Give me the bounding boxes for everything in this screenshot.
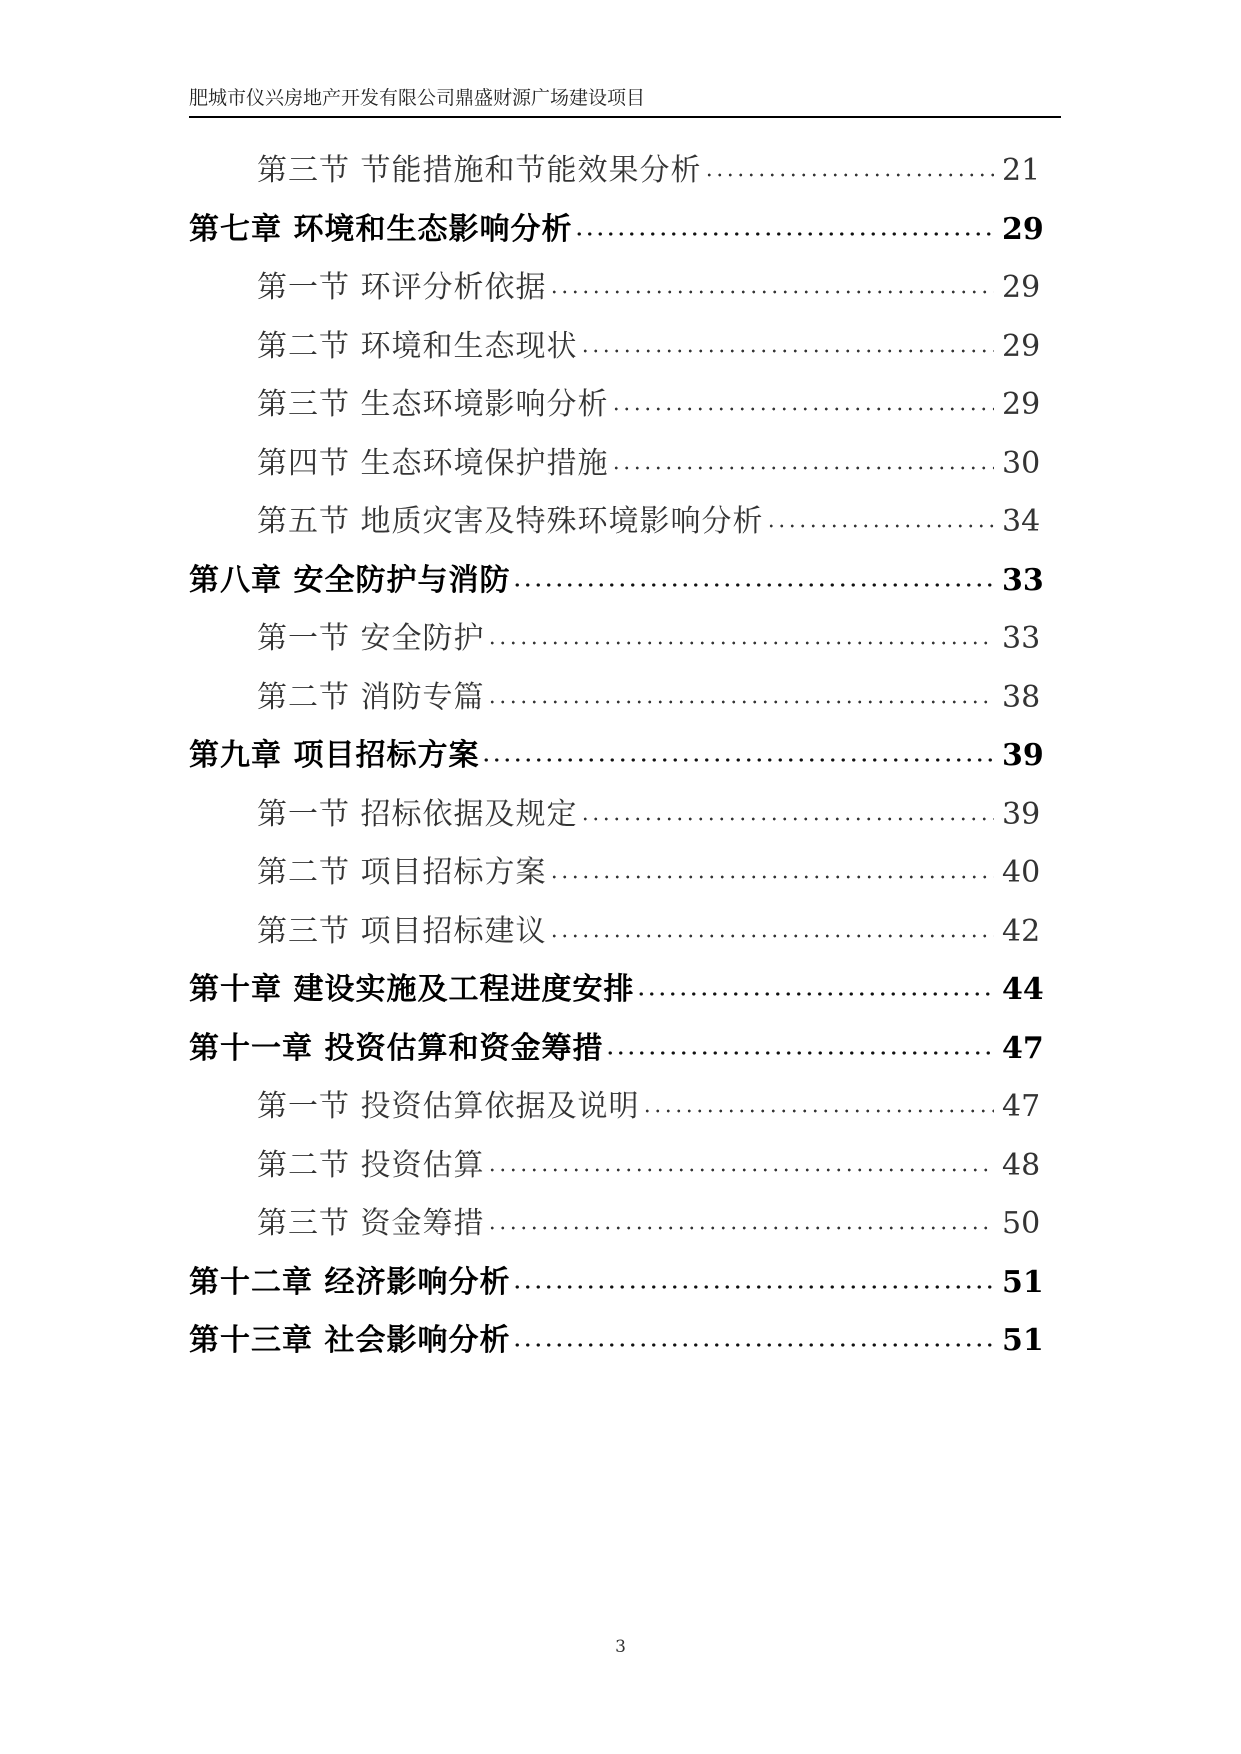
dot-leader <box>487 641 994 645</box>
toc-entry-page: 42 <box>1002 913 1041 949</box>
page-header <box>189 86 1061 118</box>
dot-leader <box>487 1226 994 1230</box>
toc-entry-title: 第二节 消防专篇 <box>257 679 485 715</box>
toc-entry-title: 第五节 地质灾害及特殊环境影响分析 <box>257 504 764 540</box>
header-title: 肥城市仪兴房地产开发有限公司鼎盛财源广场建设项目 <box>189 87 646 109</box>
toc-entry-title: 第四节 生态环境保护措施 <box>257 445 609 481</box>
toc-entry[interactable] <box>189 786 1040 845</box>
dot-leader <box>512 1343 994 1347</box>
dot-leader <box>704 173 994 177</box>
toc-entry-page: 29 <box>1002 270 1041 306</box>
toc-entry-page: 33 <box>1002 562 1044 598</box>
toc-entry[interactable] <box>189 552 1044 611</box>
dot-leader <box>580 349 994 353</box>
toc-entry-title: 第二节 项目招标方案 <box>257 855 547 891</box>
dot-leader <box>574 232 994 236</box>
table-of-contents <box>189 142 1044 1371</box>
page-number: 3 <box>615 1637 626 1657</box>
toc-entry[interactable] <box>189 1254 1044 1313</box>
toc-entry[interactable] <box>189 1078 1040 1137</box>
toc-entry-page: 47 <box>1002 1030 1044 1066</box>
toc-entry-title: 第一节 投资估算依据及说明 <box>257 1089 640 1125</box>
toc-entry-page: 29 <box>1002 387 1041 423</box>
toc-entry-page: 50 <box>1002 1206 1041 1242</box>
toc-entry-title: 第三节 项目招标建议 <box>257 913 547 949</box>
toc-entry[interactable] <box>189 376 1040 435</box>
toc-entry[interactable] <box>189 903 1040 962</box>
dot-leader <box>642 1109 994 1113</box>
toc-entry-page: 48 <box>1002 1147 1041 1183</box>
toc-entry-title: 第一节 环评分析依据 <box>257 270 547 306</box>
toc-entry-page: 51 <box>1002 1323 1044 1359</box>
toc-entry[interactable] <box>189 318 1040 377</box>
toc-entry[interactable] <box>189 1137 1040 1196</box>
toc-entry-title: 第九章 项目招标方案 <box>189 738 480 774</box>
toc-entry[interactable] <box>189 1195 1040 1254</box>
dot-leader <box>549 934 994 938</box>
toc-entry-title: 第三节 生态环境影响分析 <box>257 387 609 423</box>
dot-leader <box>512 1285 994 1289</box>
toc-entry-title: 第三节 资金筹措 <box>257 1206 485 1242</box>
toc-entry-page: 47 <box>1002 1089 1041 1125</box>
toc-entry-title: 第十章 建设实施及工程进度安排 <box>189 972 635 1008</box>
dot-leader <box>766 524 994 528</box>
toc-entry-title: 第三节 节能措施和节能效果分析 <box>257 153 702 189</box>
toc-entry[interactable] <box>189 844 1040 903</box>
toc-entry-page: 33 <box>1002 621 1041 657</box>
toc-entry[interactable] <box>189 201 1044 260</box>
toc-entry-title: 第七章 环境和生态影响分析 <box>189 211 573 247</box>
toc-entry[interactable] <box>189 1020 1044 1079</box>
toc-entry-page: 38 <box>1002 679 1041 715</box>
toc-entry[interactable] <box>189 493 1040 552</box>
dot-leader <box>611 407 994 411</box>
toc-entry-page: 21 <box>1002 153 1041 189</box>
dot-leader <box>580 817 994 821</box>
dot-leader <box>487 1168 994 1172</box>
toc-entry-title: 第十三章 社会影响分析 <box>189 1323 511 1359</box>
toc-entry[interactable] <box>189 610 1040 669</box>
toc-entry-page: 29 <box>1002 328 1041 364</box>
toc-entry-title: 第一节 招标依据及规定 <box>257 796 578 832</box>
toc-entry[interactable] <box>189 435 1040 494</box>
toc-entry-title: 第一节 安全防护 <box>257 621 485 657</box>
toc-entry-page: 34 <box>1002 504 1041 540</box>
toc-entry-page: 30 <box>1002 445 1041 481</box>
toc-entry-title: 第十一章 投资估算和资金筹措 <box>189 1030 604 1066</box>
dot-leader <box>512 583 994 587</box>
dot-leader <box>481 758 994 762</box>
dot-leader <box>549 290 994 294</box>
dot-leader <box>487 700 994 704</box>
toc-entry[interactable] <box>189 259 1040 318</box>
dot-leader <box>549 875 994 879</box>
toc-entry-page: 39 <box>1002 738 1044 774</box>
toc-entry-page: 39 <box>1002 796 1041 832</box>
toc-entry[interactable] <box>189 961 1044 1020</box>
toc-entry-title: 第二节 投资估算 <box>257 1147 485 1183</box>
toc-entry[interactable] <box>189 1312 1044 1371</box>
dot-leader <box>636 992 994 996</box>
toc-entry[interactable] <box>189 669 1040 728</box>
toc-entry[interactable] <box>189 142 1040 201</box>
toc-entry-page: 51 <box>1002 1264 1044 1300</box>
toc-entry[interactable] <box>189 727 1044 786</box>
toc-entry-page: 40 <box>1002 855 1041 891</box>
toc-entry-page: 44 <box>1002 972 1044 1008</box>
dot-leader <box>611 466 994 470</box>
toc-entry-title: 第十二章 经济影响分析 <box>189 1264 511 1300</box>
toc-entry-title: 第八章 安全防护与消防 <box>189 562 511 598</box>
toc-entry-title: 第二节 环境和生态现状 <box>257 328 578 364</box>
dot-leader <box>605 1051 994 1055</box>
toc-entry-page: 29 <box>1002 211 1044 247</box>
